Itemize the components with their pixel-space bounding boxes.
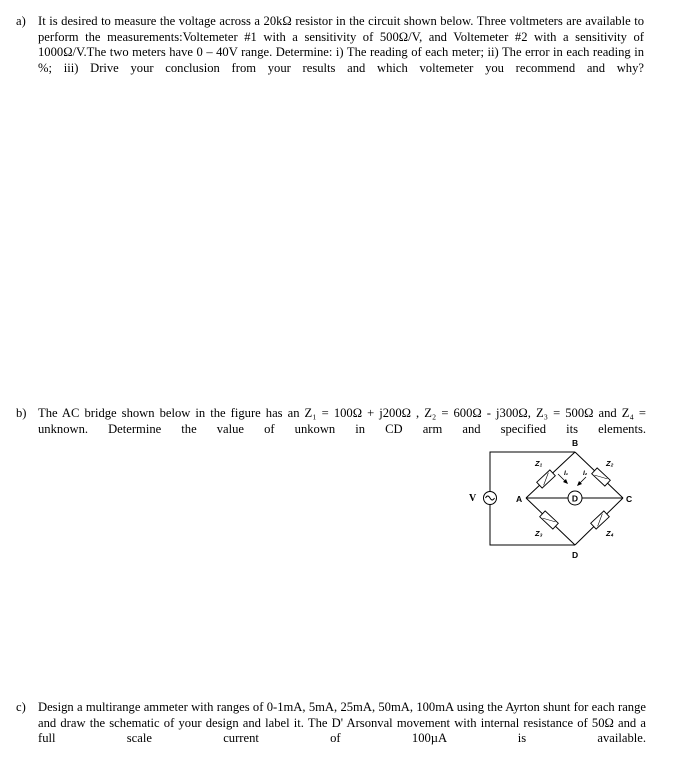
z3-label: Z₃: [535, 529, 543, 538]
z2-label: Z₂: [606, 459, 614, 468]
node-b-label: B: [572, 438, 579, 448]
source-v-label: V: [469, 493, 477, 504]
question-b-text: The AC bridge shown below in the figure has an Z₁ = 100Ω + j200Ω , Z₂ = 600Ω - j300Ω, Z₃ = 500Ω and Z₄ = unknown. Determine the value of unkown in CD arm and specified its elements.: [38, 406, 646, 436]
impedance-z1-box: [537, 470, 556, 488]
impedance-z4-box: [591, 511, 610, 529]
ac-bridge-figure: [455, 436, 655, 572]
i2-label: I₂: [583, 470, 588, 477]
node-d-label: D: [572, 550, 579, 560]
question-a-text: It is desired to measure the voltage across a 20kΩ resistor in the circuit shown below. Three voltmeters are available to perform the measurements:Voltemeter #1 with a sensitivity of 500Ω/V, and Voltemeter #2 with a sensitivity of 1000Ω/V.The two meters have 0 – 40V range. Determine: i) The reading of each meter; ii) The error in each reading in %; iii) Drive your conclusion from your results and which voltemeter you recommend and why?: [38, 14, 644, 75]
i1-label: I₁: [564, 470, 569, 477]
z4-label: Z₄: [606, 529, 614, 538]
impedance-z3-box: [540, 511, 559, 529]
node-a-label: A: [516, 494, 523, 504]
question-a-label: a): [16, 14, 26, 28]
node-c-label: C: [626, 494, 633, 504]
detector-label: D: [571, 493, 579, 504]
impedance-z2-box: [592, 468, 611, 486]
z1-label: Z₁: [535, 459, 543, 468]
question-b-label: b): [16, 406, 27, 420]
question-c-text: Design a multirange ammeter with ranges of 0-1mA, 5mA, 25mA, 50mA, 100mA using the Ayrton shunt for each range and draw the schematic of your design and label it. The D' Arsonval movement with internal resistance of 50Ω and a full scale current of 100µA is available.: [38, 700, 646, 746]
question-c-label: c): [16, 700, 26, 714]
